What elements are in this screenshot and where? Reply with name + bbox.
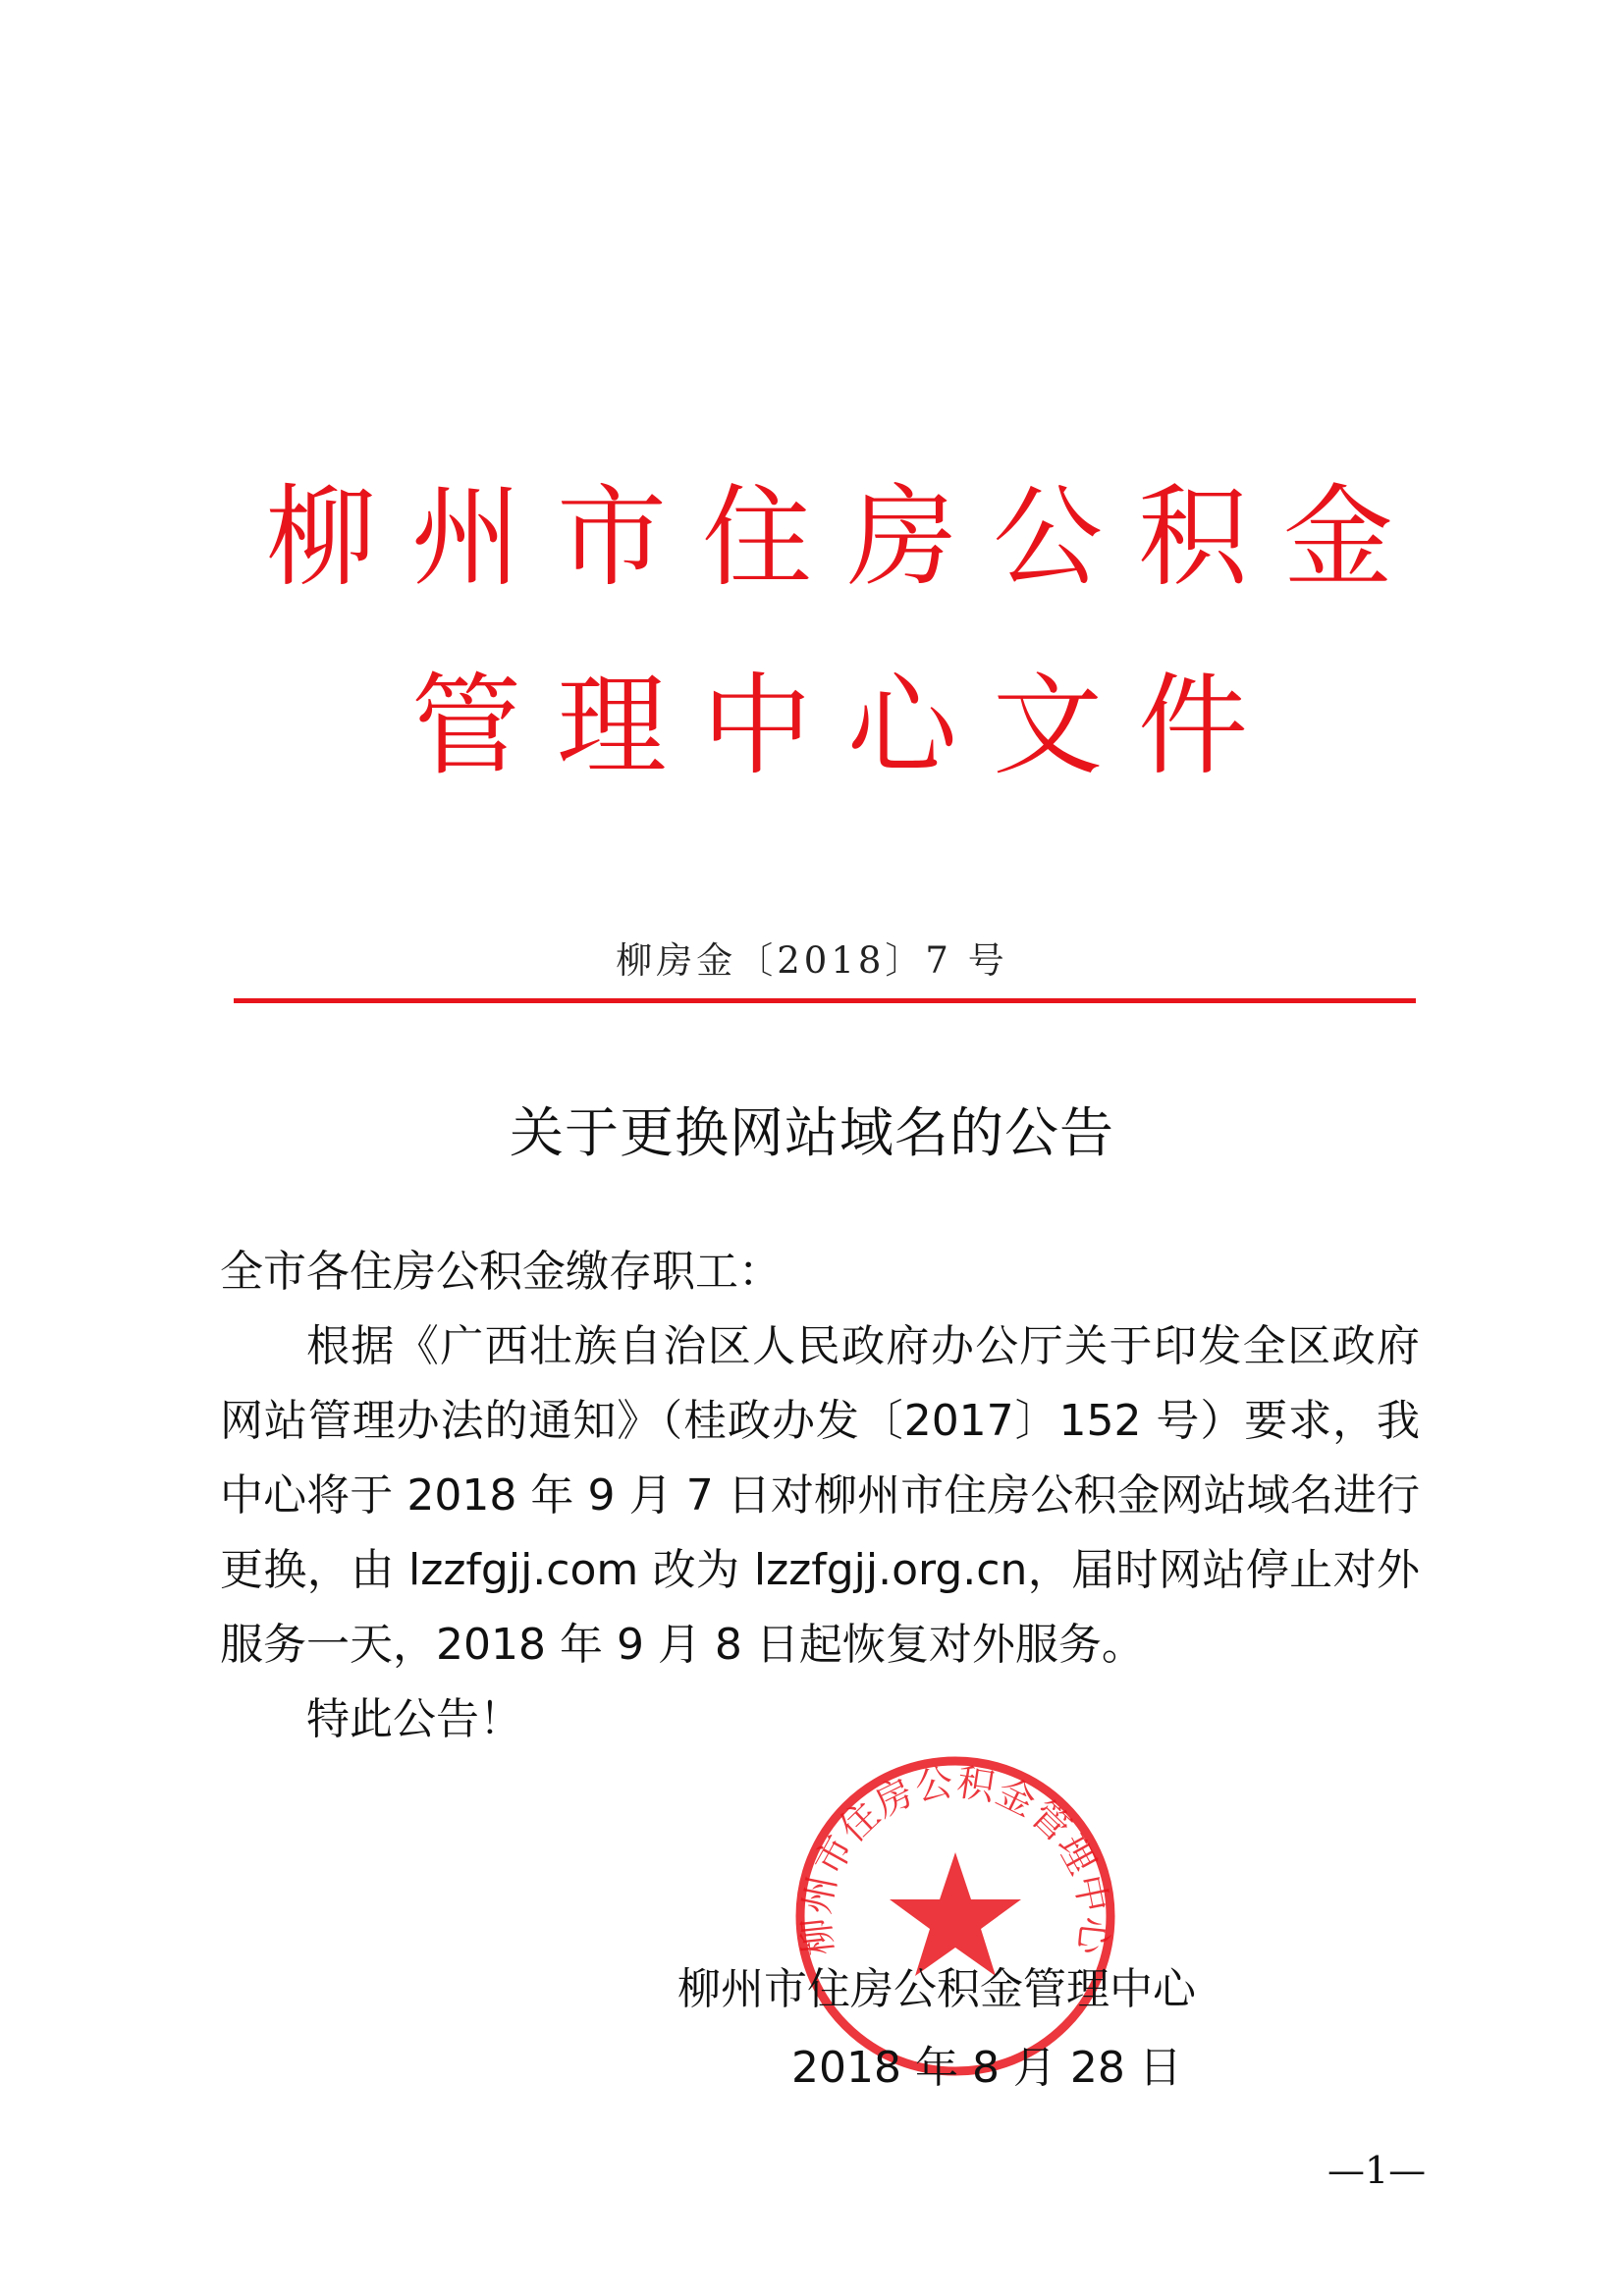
document-header-title-line1: 柳州市住房公积金: [266, 474, 1429, 602]
document-header-title-line2: 管理中心文件: [411, 663, 1283, 790]
closing-line: 特此公告！: [306, 1694, 522, 1744]
svg-text:柳州市住房公积金管理中心: 柳州市住房公积金管理中心: [793, 1760, 1117, 1958]
official-seal-stamp: [793, 1754, 1117, 2078]
signature-organization: 柳州市住房公积金管理中心: [677, 1964, 1196, 2014]
red-divider-line: [234, 998, 1416, 1003]
salutation: 全市各住房公积金缴存职工：: [220, 1247, 782, 1297]
signature-date: 2018 年 8 月 28 日: [791, 2043, 1182, 2093]
notice-title: 关于更换网站域名的公告: [509, 1101, 1114, 1164]
body-paragraph: 根据《广西壮族自治区人民政府办公厅关于印发全区政府网站管理办法的通知》（桂政办发〔2017〕152 号）要求，我中心将于 2018 年 9 月 7 日对柳州市住房公积金网站域名进行更换，由 lzzfgjj.com 改为 lzzfgjj.org.cn，届时网站停止对外服务一天，2018 年 9 月 8 日起恢复对外服务。: [220, 1321, 1420, 1670]
document-number: 柳房金〔2018〕7 号: [616, 939, 1008, 982]
page-number: —1—: [1327, 2149, 1427, 2192]
